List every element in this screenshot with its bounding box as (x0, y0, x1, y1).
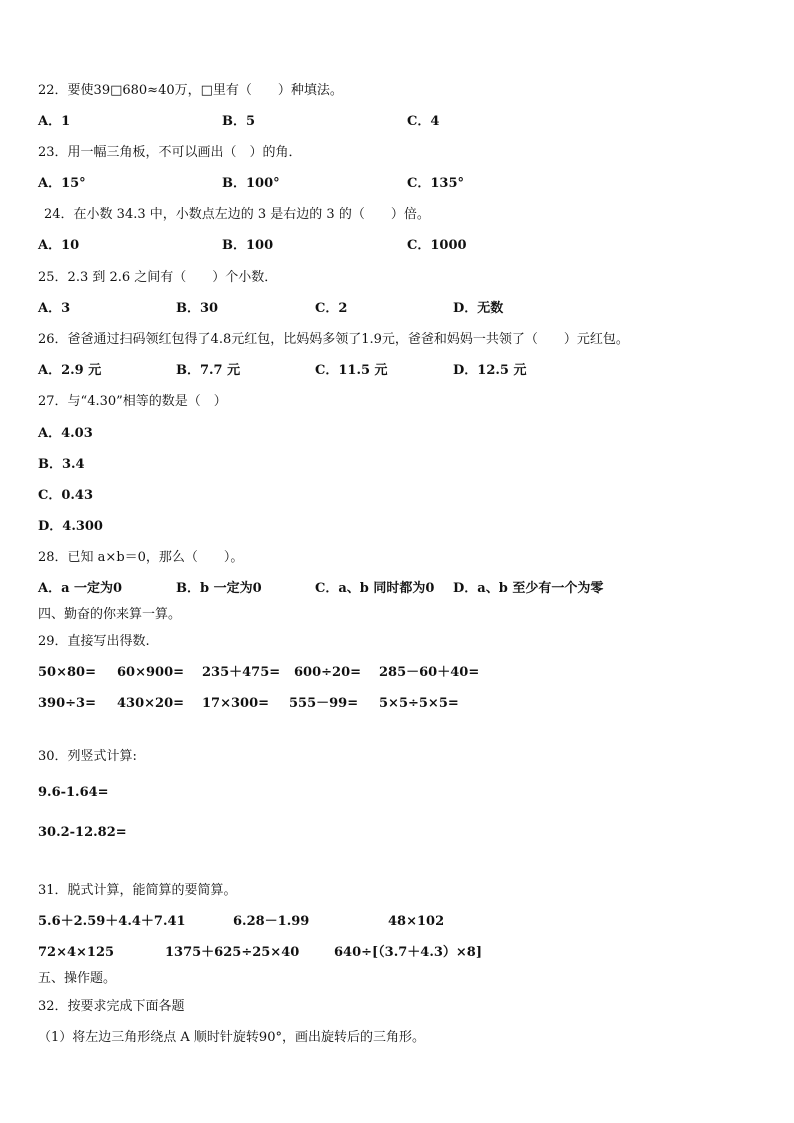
q29-item: 555－99= (289, 696, 359, 711)
q29-item: 430×20= (117, 696, 185, 711)
q30-item: 9.6-1.64= (38, 785, 109, 800)
q31-item: 5.6＋2.59＋4.4＋7.41 (38, 914, 186, 929)
q29-item: 60×900= (117, 665, 185, 680)
q24-option-c: C．1000 (407, 238, 467, 253)
q22-option-b: B．5 (222, 114, 256, 129)
q31-item: 72×4×125 (38, 945, 115, 960)
q28-option-c: C．a、b 同时都为0 (315, 581, 435, 596)
q26-option-b: B．7.7 元 (176, 363, 241, 378)
q23-option-a: A．15° (38, 176, 86, 191)
q26-option-a: A．2.9 元 (38, 363, 102, 378)
q31-item: 48×102 (388, 914, 445, 929)
q29-item: 390÷3= (38, 696, 96, 711)
q28-option-d: D．a、b 至少有一个为零 (453, 581, 604, 596)
q24-option-b: B．100 (222, 238, 274, 253)
q28-option-b: B．b 一定为0 (176, 581, 262, 596)
q29-item: 235＋475= (202, 665, 281, 680)
q31-item: 1375＋625÷25×40 (165, 945, 300, 960)
question-29-stem: 29．直接写出得数. (38, 634, 150, 649)
q22-option-c: C．4 (407, 114, 440, 129)
section-4-heading: 四、勤奋的你来算一算。 (38, 607, 182, 622)
q25-option-d: D．无数 (453, 301, 504, 316)
question-32-sub1: （1）将左边三角形绕点 A 顺时针旋转90°，画出旋转后的三角形。 (38, 1030, 425, 1045)
question-32-stem: 32．按要求完成下面各题 (38, 999, 185, 1014)
q23-option-b: B．100° (222, 176, 280, 191)
q29-item: 5×5÷5×5= (379, 696, 459, 711)
q29-item: 17×300= (202, 696, 270, 711)
q30-item: 30.2-12.82= (38, 825, 127, 840)
question-25-stem: 25．2.3 到 2.6 之间有（ ）个小数． (38, 270, 278, 285)
question-28-stem: 28．已知 a×b＝0，那么（ ）。 (38, 550, 244, 565)
q28-option-a: A．a 一定为0 (38, 581, 123, 596)
q27-option-d: D．4.300 (38, 519, 103, 534)
question-23-stem: 23．用一幅三角板，不可以画出（ ）的角． (38, 145, 302, 160)
question-22-stem: 22．要使39□680≈40万，□里有（ ）种填法。 (38, 83, 343, 98)
q31-item: 6.28－1.99 (233, 914, 310, 929)
q26-option-d: D．12.5 元 (453, 363, 527, 378)
question-30-stem: 30．列竖式计算: (38, 749, 137, 764)
q27-option-a: A．4.03 (38, 426, 93, 441)
q27-option-b: B．3.4 (38, 457, 85, 472)
q23-option-c: C．135° (407, 176, 464, 191)
q25-option-a: A．3 (38, 301, 71, 316)
section-5-heading: 五、操作题。 (38, 971, 117, 986)
q22-option-a: A．1 (38, 114, 71, 129)
q26-option-c: C．11.5 元 (315, 363, 388, 378)
q29-item: 50×80= (38, 665, 96, 680)
q29-item: 600÷20= (294, 665, 362, 680)
question-31-stem: 31．脱式计算，能简算的要简算。 (38, 883, 237, 898)
question-27-stem: 27．与“4.30”相等的数是（ ） (38, 394, 227, 409)
q24-option-a: A．10 (38, 238, 80, 253)
q29-item: 285－60＋40= (379, 665, 480, 680)
q25-option-b: B．30 (176, 301, 219, 316)
question-26-stem: 26．爸爸通过扫码领红包得了4.8元红包，比妈妈多领了1.9元，爸爸和妈妈一共领了（ ）元红包。 (38, 332, 629, 347)
question-24-stem: 24．在小数 34.3 中，小数点左边的 3 是右边的 3 的（ ）倍。 (44, 207, 430, 222)
q27-option-c: C．0.43 (38, 488, 94, 503)
q25-option-c: C．2 (315, 301, 348, 316)
q31-item: 640÷[（3.7＋4.3）×8] (334, 945, 483, 960)
